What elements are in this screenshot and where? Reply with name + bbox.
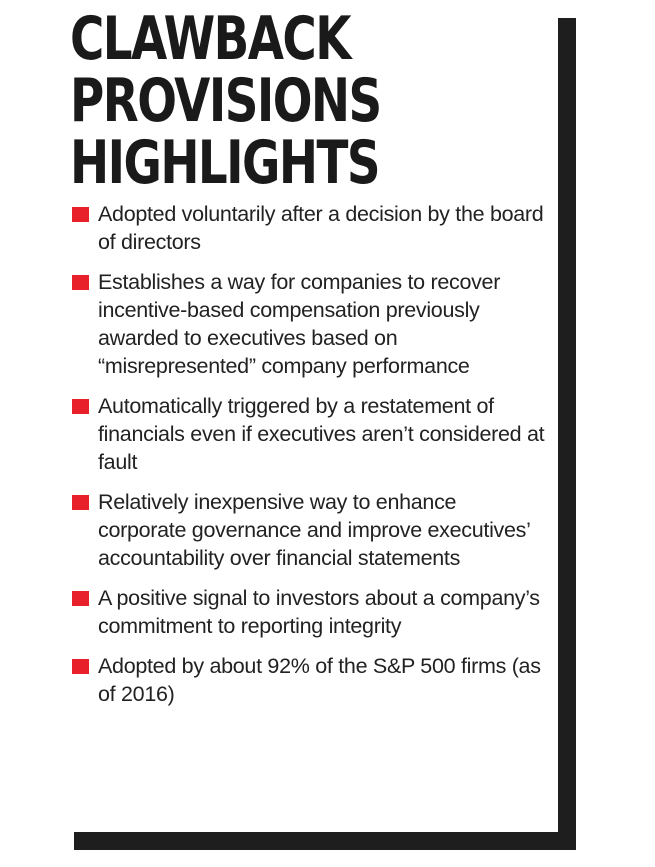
red-square-bullet-icon <box>72 275 89 290</box>
list-item <box>70 392 548 476</box>
list-item <box>70 268 548 380</box>
page-title <box>70 4 381 198</box>
list-item <box>70 652 548 708</box>
list-item <box>70 488 548 572</box>
list-item-text: Relatively inexpensive way to enhance corporate governance and improve executives’ accountability over financial statements <box>98 490 530 570</box>
list-item-text: Automatically triggered by a restatement of financials even if executives aren’t considered at fault <box>98 394 545 474</box>
card-shadow-bottom <box>74 832 576 850</box>
red-square-bullet-icon <box>72 495 89 510</box>
list-item-text: Adopted voluntarily after a decision by the board of directors <box>98 202 544 254</box>
card-shadow-right <box>558 18 576 850</box>
list-item-text: Adopted by about 92% of the S&P 500 firms (as of 2016) <box>98 654 541 706</box>
list-item-text: Establishes a way for companies to recover incentive-based compensation previously awarded to executives based on “misrepresented” company performance <box>98 270 501 378</box>
list-item <box>70 584 548 640</box>
red-square-bullet-icon <box>72 207 89 222</box>
list-item <box>70 200 548 256</box>
red-square-bullet-icon <box>72 659 89 674</box>
title-line-1: CLAWBACK <box>70 4 350 74</box>
title-line-3: HIGHLIGHTS <box>70 128 380 198</box>
highlights-list <box>70 200 548 720</box>
red-square-bullet-icon <box>72 591 89 606</box>
title-line-2: PROVISIONS <box>70 66 381 136</box>
red-square-bullet-icon <box>72 399 89 414</box>
list-item-text: A positive signal to investors about a company’s commitment to reporting integrity <box>98 586 540 638</box>
